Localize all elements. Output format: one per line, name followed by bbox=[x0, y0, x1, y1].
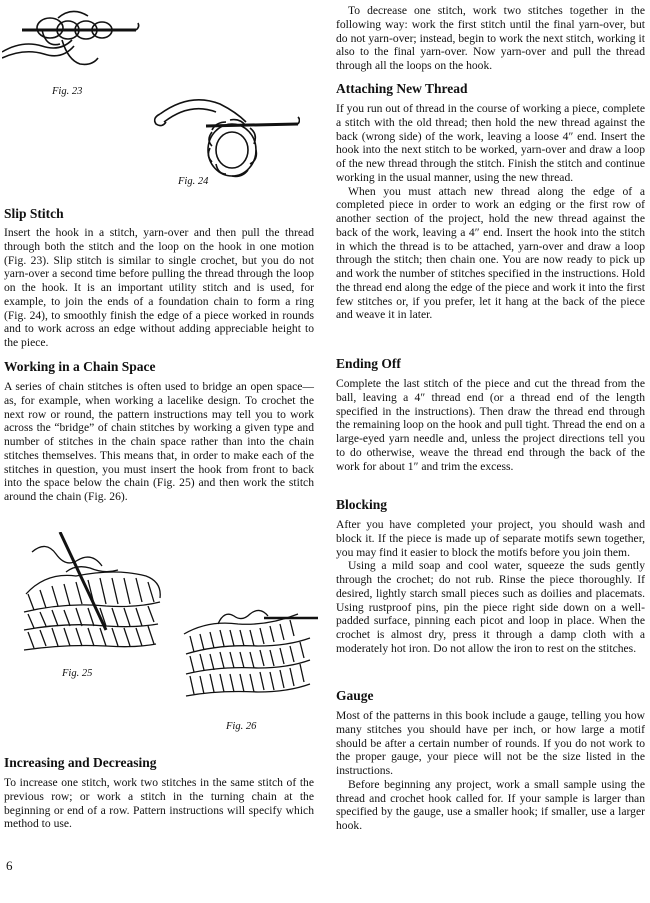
section-ending-off bbox=[336, 356, 645, 473]
paragraph: After you have completed your project, you should wash and block it. If the piece is made up of separate motifs sewn together, you may find it easier to block the motifs before you join them. bbox=[336, 518, 645, 559]
heading-ending-off: Ending Off bbox=[336, 356, 401, 371]
section-decrease-continued bbox=[336, 4, 645, 73]
paragraph: When you must attach new thread along the edge of a completed piece in order to work an edging or the first row of another section of the project, hold the new thread against the back of the work, leaving a 4″ end. Insert the hook into the stitch in which the thread is to be attached, yarn-over and draw a loop through the stitch; then chain one. You are now ready to pick up and work the number of stitches specified in the instructions. Hold the thread end along the edge of the piece and work it into the first few stitches or, if you prefer, let it hang at the back of the piece and weave it in later. bbox=[336, 184, 645, 322]
paragraph: Using a mild soap and cool water, squeeze the suds gently through the crochet; do not rub. Rinse the piece thoroughly. If desired, lightly starch small pieces such as doilies and placemats. Using rustproof pins, pin the piece right side down on a well-padded surface, pinning each picot and loop in place. When the crochet is almost dry, press it through a damp cloth with a moderately hot iron. Do not allow the iron to rest on the stitches. bbox=[336, 559, 645, 655]
section-increasing-decreasing bbox=[4, 755, 314, 831]
section-gauge bbox=[336, 688, 645, 833]
heading-increasing-decreasing: Increasing and Decreasing bbox=[4, 755, 157, 770]
fig-26-caption: Fig. 26 bbox=[226, 721, 257, 732]
section-chain-space bbox=[4, 359, 314, 504]
heading-attaching-new-thread: Attaching New Thread bbox=[336, 81, 468, 96]
fig-23-illustration bbox=[2, 0, 142, 70]
paragraph: Insert the hook in a stitch, yarn-over and then pull the thread through both the stitch and the loop on the hook in one motion (Fig. 23). Slip stitch is similar to single crochet, but you do not yarn-over a second time before pulling the thread through the loop on the hook. It is an important utility stitch and is used, for example, to join the ends of a foundation chain to form a ring (Fig. 24), to smoothly finish the edge of a piece worked in rounds and to work across an edge without adding appreciable height to the piece. bbox=[4, 226, 314, 349]
heading-gauge: Gauge bbox=[336, 688, 374, 703]
heading-chain-space: Working in a Chain Space bbox=[4, 359, 156, 374]
fig-23-caption: Fig. 23 bbox=[52, 86, 83, 97]
paragraph: To increase one stitch, work two stitches in the same stitch of the previous row; or work a stitch in the turning chain at the beginning or end of a row. Pattern instructions will specify which method to use. bbox=[4, 776, 314, 831]
heading-slip-stitch: Slip Stitch bbox=[4, 206, 64, 221]
paragraph: If you run out of thread in the course of working a piece, complete a stitch with the old thread; then hold the new thread against the back (wrong side) of the work, leaving a loose 4″ end. Insert the hook into the next stitch to be worked, yarn-over and draw a loop of the new thread through the stitch. Finish the stitch and continue working in the usual manner, using the new thread. bbox=[336, 102, 645, 184]
section-attaching-new-thread bbox=[336, 81, 645, 322]
page-number: 6 bbox=[6, 858, 13, 873]
fig-25-caption: Fig. 25 bbox=[62, 668, 93, 679]
paragraph: Complete the last stitch of the piece and cut the thread from the ball, leaving a 4″ thread end (or a thread end of the length specified in the instructions). Then draw the thread end through the remaining loop on the hook and pull tight. Thread the end on a large-eyed yarn needle and, unless the project directions tell you to do otherwise, weave the thread end through the back of the work for about 1″ and trim the excess. bbox=[336, 377, 645, 473]
paragraph: A series of chain stitches is often used to bridge an open space—as, for example, when working a lacelike design. To crochet the next row or round, the pattern instructions may tell you to work across the “bridge” of chain stitches by working a given type and number of stitches in the chain space rather than into the chain stitches themselves. This means that, in order to make each of the stitches in question, you must insert the hook from front to back into the space below the chain (Fig. 25) and then work the stitch around the chain (Fig. 26). bbox=[4, 380, 314, 503]
section-blocking bbox=[336, 497, 645, 656]
heading-blocking: Blocking bbox=[336, 497, 388, 512]
fig-26-illustration bbox=[178, 600, 318, 712]
fig-24-caption: Fig. 24 bbox=[178, 176, 209, 187]
fig-24-illustration bbox=[150, 92, 300, 182]
paragraph: Most of the patterns in this book include a gauge, telling you how many stitches you should have per inch, or how large a motif should be after a certain number of rounds. If you do not work to the proper gauge, your piece will not be the size listed in the instructions. bbox=[336, 709, 645, 777]
paragraph: To decrease one stitch, work two stitches together in the following way: work the first stitch until the final yarn-over, but do not yarn-over; instead, begin to work the next stitch, working it also to the final yarn-over. Now yarn-over and pull the thread through all the loops on the hook. bbox=[336, 4, 645, 72]
section-slip-stitch bbox=[4, 206, 314, 350]
fig-25-illustration bbox=[6, 532, 174, 667]
paragraph: Before beginning any project, work a small sample using the thread and crochet hook called for. If your sample is larger than specified by the gauge, use a smaller hook; if smaller, use a larger hook. bbox=[336, 777, 645, 832]
